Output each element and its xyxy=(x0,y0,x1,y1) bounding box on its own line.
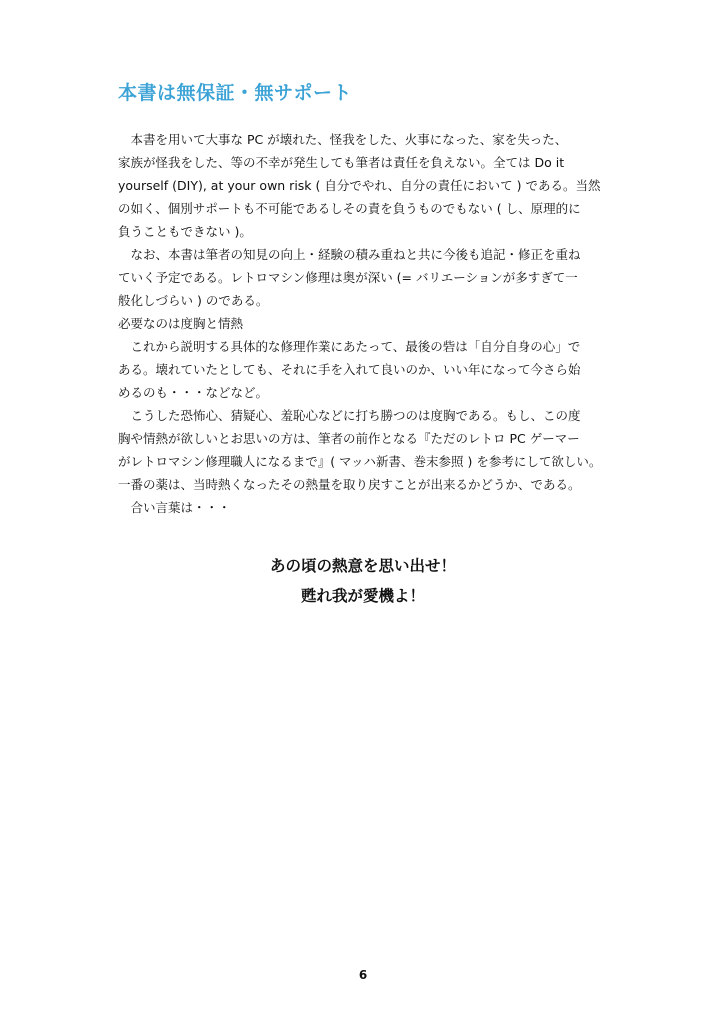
callout-line: あの頃の熱意を思い出せ！ xyxy=(269,557,456,575)
body-line: がレトロマシン修理職人になるまで』( マッハ新書、巻末参照 ) を参考にして欲しい。 xyxy=(118,454,602,469)
section-heading: 本書は無保証・無サポート xyxy=(118,82,353,104)
body-line: 一番の薬は、当時熱くなったその熱量を取り戻すことが出来るかどうか、である。 xyxy=(118,477,581,492)
body-line: 家族が怪我をした、等の不幸が発生しても筆者は責任を負えない。全ては Do it xyxy=(118,155,565,170)
body-line: めるのも・・・などなど。 xyxy=(118,385,269,400)
body-line: 合い言葉は・・・ xyxy=(118,500,231,515)
body-line: 般化しづらい ) のである。 xyxy=(118,293,269,308)
callout-line: 甦れ我が愛機よ！ xyxy=(300,587,425,605)
body-line: こうした恐怖心、猜疑心、羞恥心などに打ち勝つのは度胸である。もし、この度 xyxy=(118,408,581,423)
body-line: yourself (DIY), at your own risk ( 自分でやれ、自分の責任において ) である。当然 xyxy=(118,178,601,193)
body-text xyxy=(118,128,608,519)
body-line: ていく予定である。レトロマシン修理は奥が深い (= バリエーションが多すぎて一 xyxy=(118,270,578,285)
body-line: これから説明する具体的な修理作業にあたって、最後の砦は「自分自身の心」で xyxy=(118,339,581,354)
body-line: ある。壊れていたとしても、それに手を入れて良いのか、いい年になって今さら始 xyxy=(118,362,581,377)
body-line: 負うこともできない )。 xyxy=(118,224,252,239)
subheading: 必要なのは度胸と情熱 xyxy=(118,316,244,331)
body-line: の如く、個別サポートも不可能であるしその責を負うものでもない ( し、原理的に xyxy=(118,201,581,216)
page-number: 6 xyxy=(358,968,368,982)
body-line: 胸や情熱が欲しいとお思いの方は、筆者の前作となる『ただのレトロ PC ゲーマー xyxy=(118,431,580,446)
body-line: なお、本書は筆者の知見の向上・経験の積み重ねと共に今後も追記・修正を重ね xyxy=(118,247,581,262)
body-line: 本書を用いて大事な PC が壊れた、怪我をした、火事になった、家を失った、 xyxy=(118,132,568,147)
